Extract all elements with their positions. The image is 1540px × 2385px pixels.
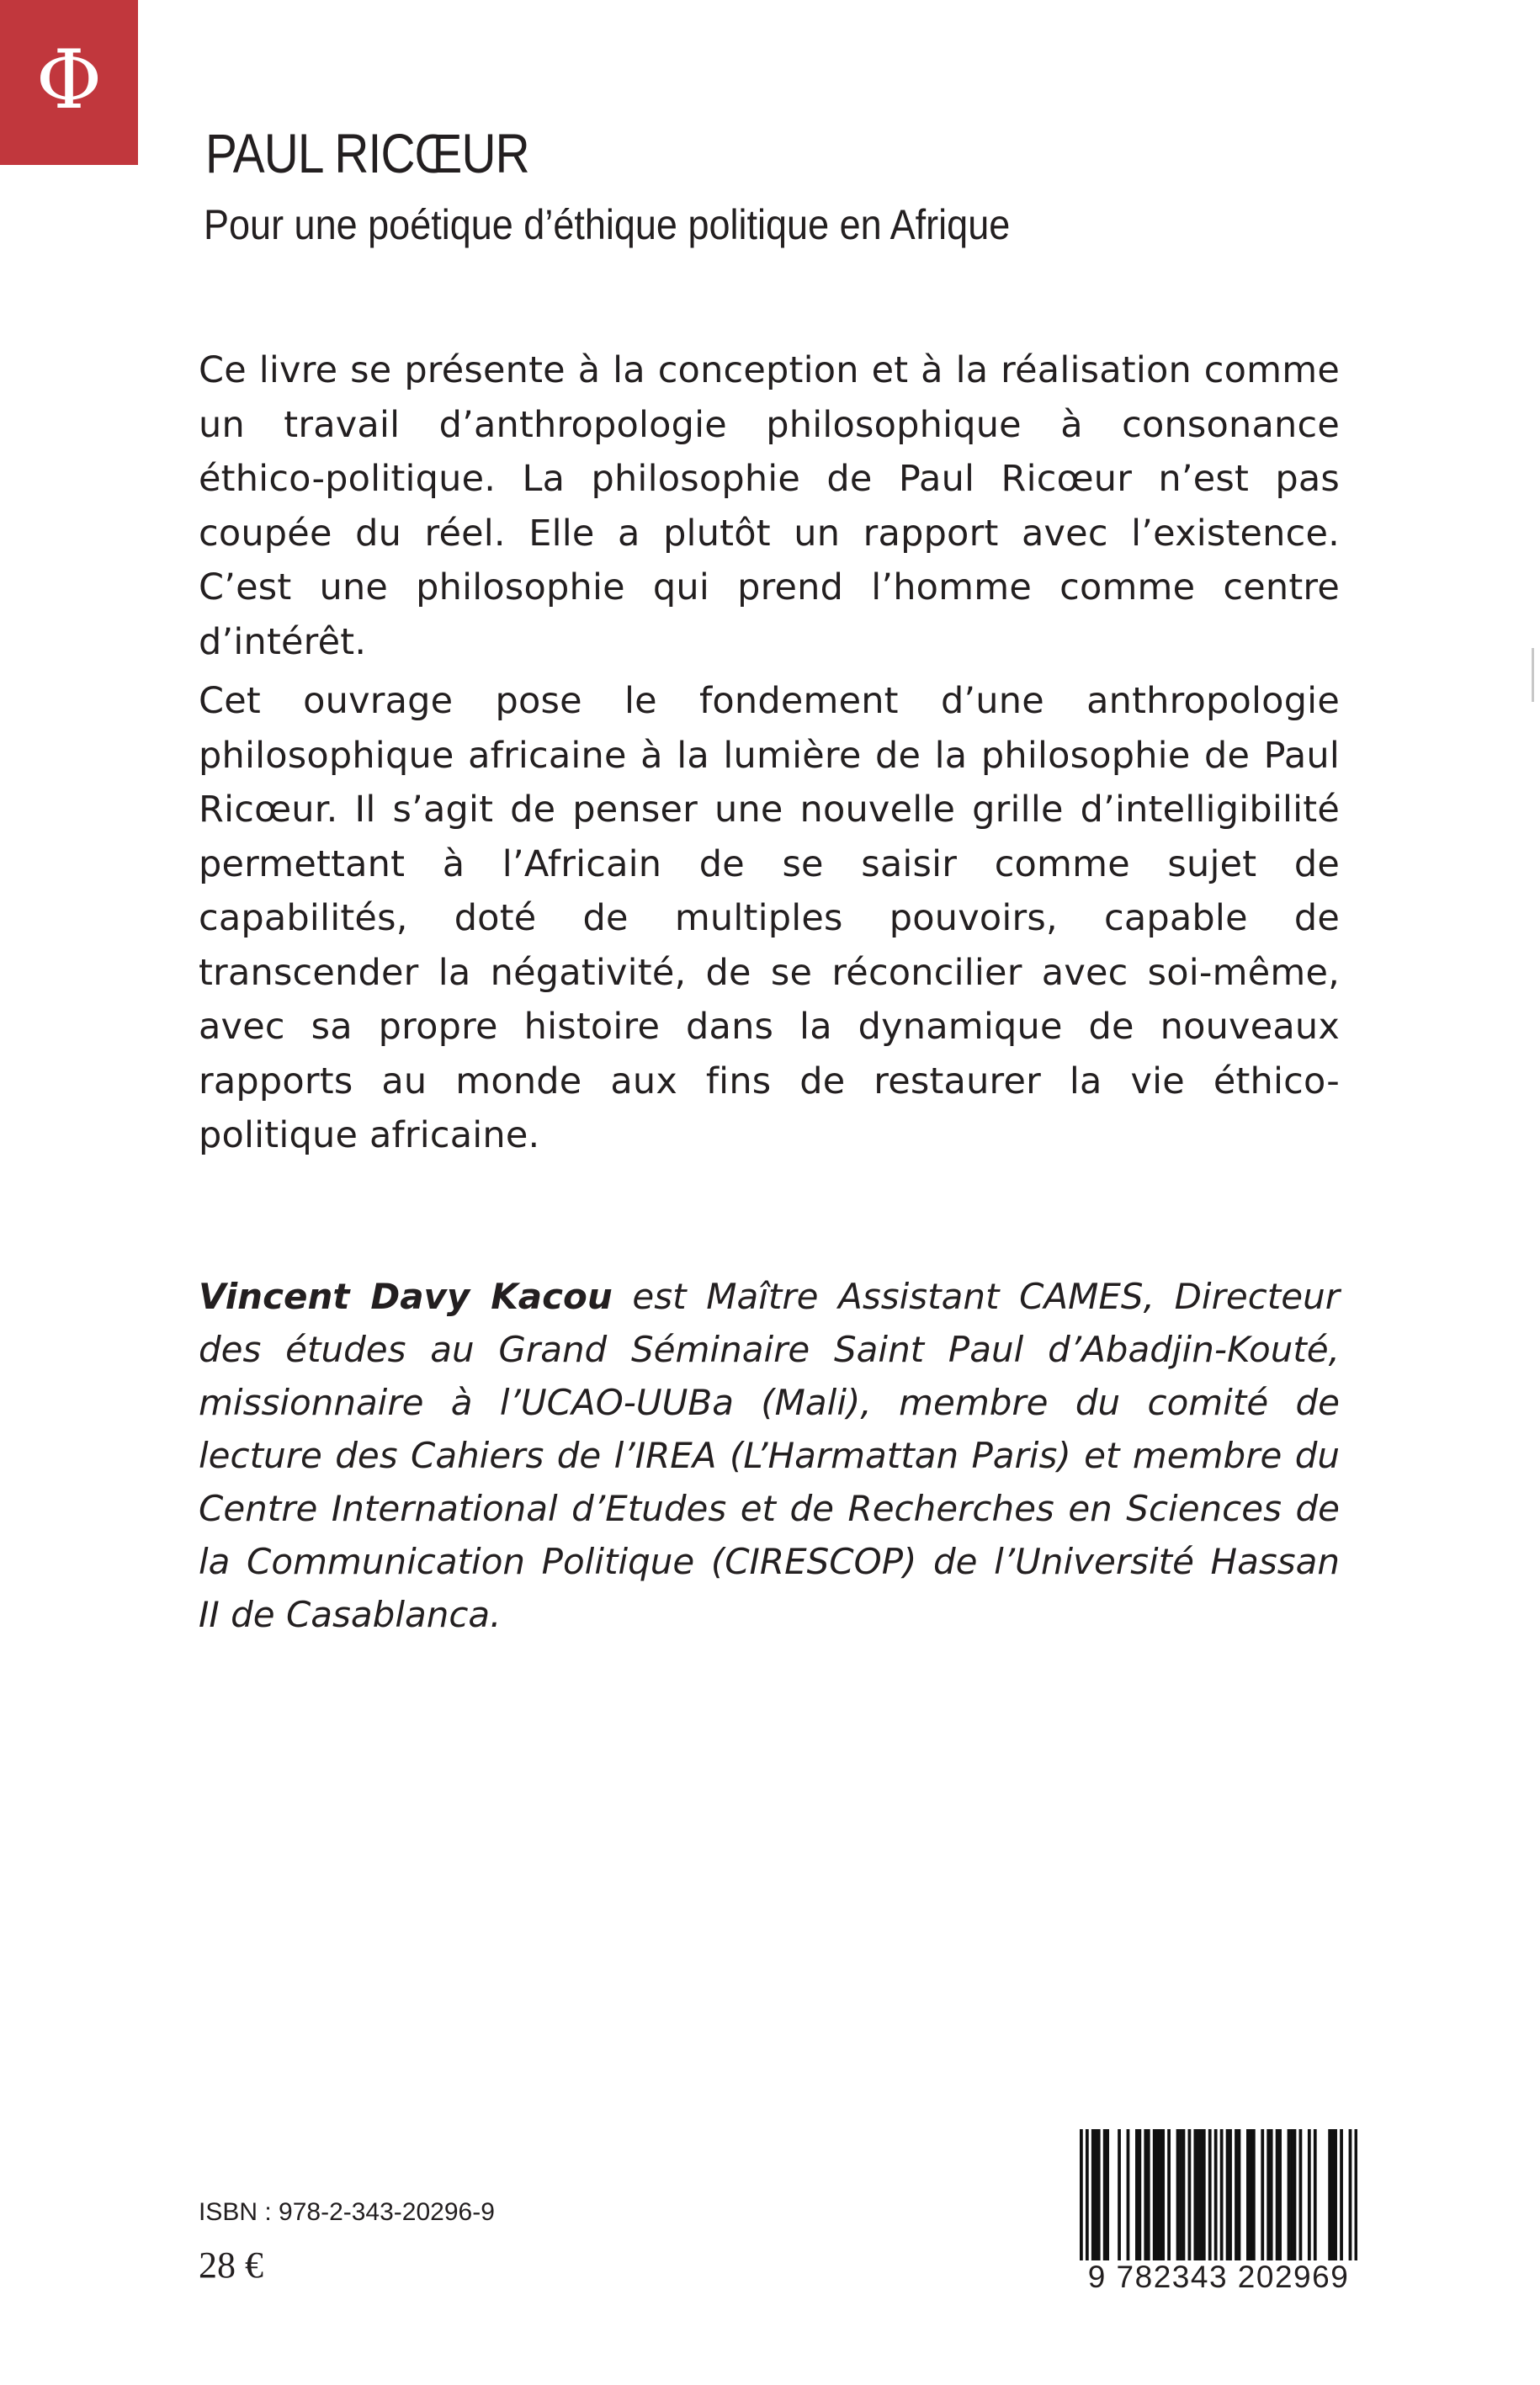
barcode-bar bbox=[1238, 2129, 1241, 2260]
barcode-bar bbox=[1118, 2129, 1121, 2260]
barcode-bar bbox=[1199, 2129, 1203, 2260]
barcode-bar bbox=[1147, 2129, 1150, 2260]
barcode-bar bbox=[1293, 2129, 1297, 2260]
barcode-bar bbox=[1334, 2129, 1337, 2260]
isbn-label: ISBN : 978-2-343-20296-9 bbox=[199, 2198, 495, 2226]
barcode-bar bbox=[1308, 2129, 1311, 2260]
barcode-bar bbox=[1127, 2129, 1130, 2260]
barcode-bar bbox=[1261, 2129, 1264, 2260]
price-label: 28 € bbox=[199, 2244, 263, 2286]
barcode-bar bbox=[1086, 2129, 1089, 2281]
barcode-bar bbox=[1203, 2129, 1206, 2260]
barcode-bar bbox=[1246, 2129, 1250, 2260]
barcode-bar bbox=[1161, 2129, 1165, 2260]
barcode-bar bbox=[1267, 2129, 1270, 2260]
barcode-bar bbox=[1276, 2129, 1279, 2260]
description-paragraph-2: Cet ouvrage pose le fondement d’une anthropologie philosophique africaine à la lumière de la philosophie de Paul Ricœur. Il s’agit de penser une nouvelle grille d’intelligibilité permettant à l’Africain de se saisir comme sujet de capabilités, doté de multiples pouvoirs, capable de transcender la négativité, de se réconcilier avec soi-même, avec sa propre histoire dans la dynamique de nouveaux rapports au monde aux fins de restaurer la vie éthico-politique africaine. bbox=[199, 680, 1340, 1156]
barcode-bar bbox=[1155, 2129, 1159, 2260]
barcode-bar bbox=[1176, 2129, 1180, 2260]
barcode-bar bbox=[1340, 2129, 1343, 2260]
barcode-bar bbox=[1278, 2129, 1282, 2260]
barcode-bar bbox=[1299, 2129, 1303, 2260]
barcode-bar bbox=[1349, 2129, 1352, 2281]
barcode-bar bbox=[1091, 2129, 1095, 2260]
description-paragraph-1: Ce livre se présente à la conception et à la réalisation comme un travail d’anthropologie philosophique à consonance éthico-politique. La philosophie de Paul Ricœur n’est pas coupée du réel. Elle a plutôt un rapport avec l’existence. C’est une philosophie qui prend l’homme comme centre d’intérêt. bbox=[199, 349, 1340, 663]
barcode-bar bbox=[1188, 2129, 1192, 2260]
barcode-bar bbox=[1080, 2129, 1083, 2281]
barcode-bar bbox=[1229, 2129, 1232, 2260]
barcode-bar bbox=[1167, 2129, 1171, 2260]
barcode-bar bbox=[1138, 2129, 1141, 2260]
author-name: Vincent Davy Kacou bbox=[199, 1276, 613, 1317]
barcode-bar bbox=[1197, 2129, 1200, 2260]
barcode-bar bbox=[1249, 2129, 1252, 2260]
barcode bbox=[1080, 2129, 1357, 2294]
publisher-logo bbox=[0, 0, 138, 165]
barcode-bar bbox=[1288, 2129, 1291, 2260]
barcode-bar bbox=[1144, 2129, 1147, 2260]
barcode-bar bbox=[1235, 2129, 1238, 2260]
edge-mark bbox=[1532, 648, 1534, 702]
barcode-bar bbox=[1106, 2129, 1109, 2260]
barcode-bar bbox=[1153, 2129, 1156, 2260]
barcode-bar bbox=[1252, 2129, 1256, 2260]
barcode-bar bbox=[1179, 2129, 1182, 2260]
barcode-bar bbox=[1214, 2129, 1218, 2281]
book-subtitle: Pour une poétique d’éthique politique en Afrique bbox=[204, 201, 1011, 248]
book-title: PAUL RICŒUR bbox=[205, 122, 529, 184]
author-bio-text: est Maître Assistant CAMES, Directeur des études au Grand Séminaire Saint Paul d’Abadjin-Kouté, missionnaire à l’UCAO-UUBa (Mali), membre du comité de lecture des Cahiers de l’IREA (L’Harmattan Paris) et membre du Centre International d’Etudes et de Recherches en Sciences de la Communication Politique (CIRESCOP) de l’Université Hassan II de Casablanca. bbox=[199, 1276, 1340, 1635]
barcode-digits: 9 782343 202969 bbox=[1080, 2260, 1357, 2294]
barcode-bar bbox=[1290, 2129, 1293, 2260]
barcode-bar bbox=[1182, 2129, 1186, 2260]
barcode-bar bbox=[1193, 2129, 1197, 2260]
barcode-bar bbox=[1314, 2129, 1317, 2260]
barcode-bar bbox=[1328, 2129, 1331, 2260]
barcode-bar bbox=[1355, 2129, 1357, 2281]
barcode-bar bbox=[1331, 2129, 1335, 2260]
phi-logo-icon: Φ bbox=[35, 33, 103, 127]
barcode-bar bbox=[1220, 2129, 1224, 2281]
barcode-bar bbox=[1103, 2129, 1107, 2260]
author-bio bbox=[199, 1270, 1340, 1641]
barcode-bar bbox=[1226, 2129, 1229, 2260]
barcode-bar bbox=[1097, 2129, 1101, 2260]
barcode-bar bbox=[1208, 2129, 1212, 2260]
barcode-bar bbox=[1094, 2129, 1097, 2260]
barcode-bar bbox=[1270, 2129, 1273, 2260]
barcode-bar bbox=[1159, 2129, 1162, 2260]
barcode-bar bbox=[1135, 2129, 1139, 2260]
